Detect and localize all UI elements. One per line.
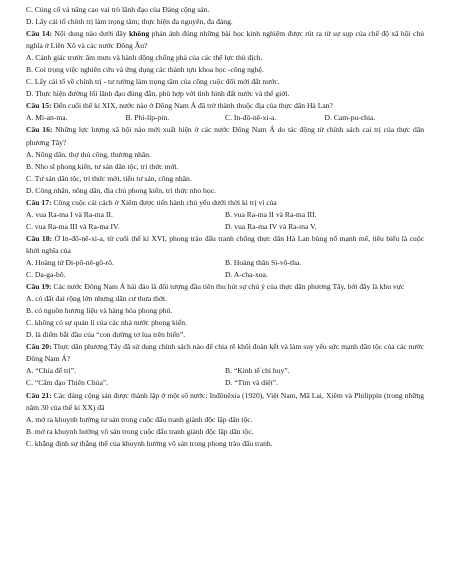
option-a: A. Nông dân, thợ thủ công, thương nhân. — [26, 149, 151, 159]
option-b: B. có nguồn hương liệu và hàng hóa phong phú. — [26, 306, 173, 316]
option-b: B. Coi trọng việc nghiên cứu và ứng dụng các thành tựu khoa học -công nghệ. — [26, 65, 264, 75]
option-d: D. là điểm bắt đầu của “con đường tơ lụa trên biển”. — [26, 330, 186, 340]
question-text: Thực dân phương Tây đã sử dụng chính sách nào để chia rẽ khối đoàn kết và làm suy yếu sức mạnh dân tộc của các nước Đông Nam Á? — [26, 342, 424, 364]
option-c: C. vua Ra-ma III và Ra-ma IV. — [26, 221, 120, 231]
question-17 — [26, 197, 424, 209]
option-b: B. Hoàng thân Si-vô-tha. — [225, 257, 302, 267]
option-c: C. không có sự quản lí của các nhà nước phong kiến. — [26, 318, 187, 328]
question-text: phản ánh đúng những bài học kinh nghiệm được rút ra từ sự sụp của chế độ xã hội chủ nghĩa ở Liên Xô và các nước Đông Âu? — [26, 29, 424, 51]
options-row — [26, 377, 424, 389]
question-number: Câu 21: — [26, 390, 52, 400]
option-a: A. vua Ra-ma I và Ra-ma II. — [26, 209, 113, 219]
option-c: C. khẳng định sự thắng thế của khuynh hướng vô sản trong phong trào đấu tranh. — [26, 438, 273, 448]
option-d: D. Cam-pu-chia. — [324, 113, 376, 123]
question-number: Câu 14: — [26, 29, 53, 39]
question-14 — [26, 28, 424, 52]
options-row — [26, 221, 424, 233]
question-16 — [26, 124, 424, 148]
option-c: C. “Cấm đạo Thiên Chúa”. — [26, 378, 109, 388]
question-text: Nội dung nào dưới đây — [52, 29, 129, 39]
question-number: Câu 15: — [26, 101, 52, 111]
option-a: A. mở ra khuynh hướng tư sản trong cuộc đấu tranh giành độc lập dân tộc. — [26, 414, 253, 424]
option-b: B. vua Ra-ma II và Ra-ma III. — [225, 209, 317, 219]
option-b: B. mở ra khuynh hướng vô sản trong cuộc đấu tranh giành độc lập dân tộc. — [26, 426, 254, 436]
question-text: Đến cuối thế kỉ XIX, nước nào ở Đông Nam Á đã trở thành thuộc địa của thực dân Hà Lan? — [51, 101, 333, 111]
option-d: D. “Tìm và diệt”. — [225, 378, 278, 388]
question-20 — [26, 341, 424, 365]
option-b: B. “Kinh tế chỉ huy”. — [225, 366, 290, 376]
option-a: A. Hoàng tử Đi-pô-nê-gô-rô. — [26, 257, 114, 267]
question-21 — [26, 390, 424, 414]
question-number: Câu 16: — [26, 125, 53, 135]
question-text: Công cuộc cải cách ở Xiêm được tiến hành chủ yếu dưới thời kì trị vì của — [51, 197, 277, 207]
question-number: Câu 20: — [26, 342, 52, 352]
options-row — [26, 209, 424, 221]
option-d: D. Thực hiện đường lối lãnh đạo đúng đắn, phù hợp với tình hình đất nước và thế giới. — [26, 89, 290, 99]
question-text: Các nước Đông Nam Á hải đảo là đối tượng đầu tiên thu hút sự chú ý của thực dân phương Tây, bởi đây là khu vực — [51, 282, 405, 292]
option-c: C. Da-ga-bô. — [26, 270, 66, 280]
options-row — [26, 365, 424, 377]
question-19 — [26, 281, 424, 293]
options-row — [26, 257, 424, 269]
question-number: Câu 18: — [26, 233, 53, 243]
option-c: C. Tư sản dân tộc, trí thức mới, tiểu tư sản, công nhân. — [26, 173, 192, 183]
option-a: A. có đất đai rộng lớn nhưng dân cư thưa thớt. — [26, 294, 168, 304]
option-d: D. Công nhân, nông dân, địa chủ phong kiến, trí thức nho học. — [26, 185, 216, 195]
options-row — [26, 269, 424, 281]
option-d: D. vua Ra-ma IV và Ra-ma V. — [225, 221, 317, 231]
option-line: C. Củng cố và nâng cao vai trò lãnh đạo của Đảng cộng sản. — [26, 5, 210, 14]
question-text: Ở In-đô-nê-xi-a, từ cuối thế kỉ XVI, phong trào đấu tranh chống thực dân Hà Lan bùng nổ mạnh mẽ, tiêu biểu là cuộc khởi nghĩa của — [26, 233, 425, 255]
option-b: B. Nho sĩ phong kiến, tư sản dân tộc, trí thức mới. — [26, 161, 179, 171]
question-18 — [26, 233, 424, 257]
option-a: A. Cảnh giác trước âm mưu và hành động chống phá của các thế lực thù địch. — [26, 53, 263, 63]
question-text: Những lực lượng xã hội nào mới xuất hiện ở các nước Đông Nam Á do tác động từ chính sách cai trị của thực dân phương Tây? — [26, 125, 425, 147]
option-d: D. A-cha-xoa. — [225, 270, 268, 280]
option-line: D. Lấy cải tổ chính trị làm trọng tâm; thực hiện đa nguyên, đa đảng. — [26, 17, 233, 27]
option-b: B. Phi-líp-pin. — [125, 113, 170, 123]
option-c: C. Lấy cải tổ về chính trị - tư tưởng làm trọng tâm của công cuộc đổi mới đất nước. — [26, 77, 280, 87]
question-15 — [26, 100, 424, 112]
question-text: Các đảng cộng sản được thành lập ở một số nước: Inđônêxia (1920), Việt Nam, Mã Lai, Xiêm và Philippin (trong những năm 30 của thế kỉ XX) đã — [26, 390, 424, 412]
option-a: A. “Chia để trị”. — [26, 366, 76, 376]
options-row — [26, 112, 424, 124]
question-number: Câu 19: — [26, 282, 52, 292]
option-a: A. Mi-an-ma. — [26, 113, 68, 123]
question-keyword: không — [128, 29, 150, 39]
option-c: C. In-đô-nê-xi-a. — [225, 113, 277, 123]
question-number: Câu 17: — [26, 197, 52, 207]
